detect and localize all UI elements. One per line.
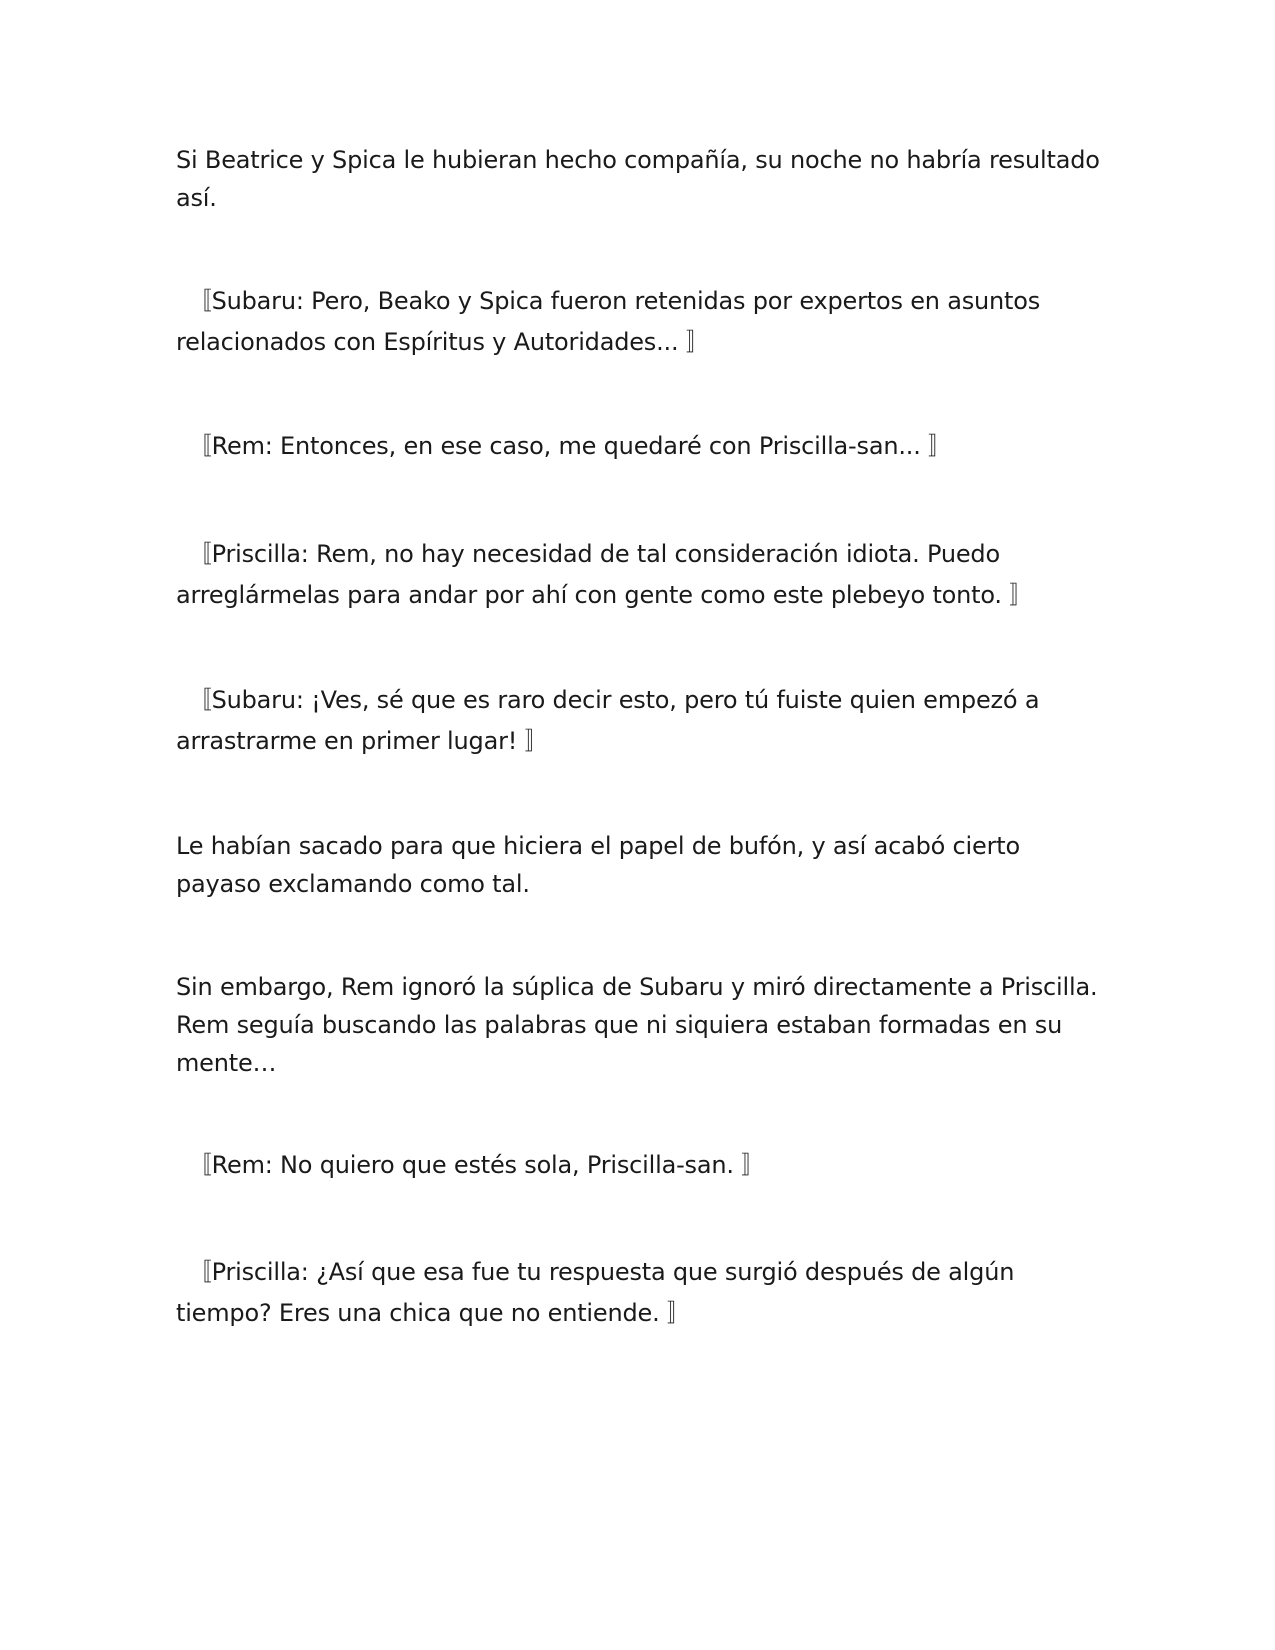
paragraph-dialog-rem-1: 〚Rem: Entonces, en ese caso, me quedaré con Priscilla-san... 〛 xyxy=(176,432,952,460)
paragraph-narration-2: Le habían sacado para que hiciera el papel de bufón, y así acabó cierto payaso exclamando como tal. xyxy=(176,832,1020,898)
paragraph-dialog-priscilla-1: 〚Priscilla: Rem, no hay necesidad de tal consideración idiota. Puedo arreglármelas para andar por ahí con gente como este plebeyo tonto. 〛 xyxy=(176,540,1034,609)
paragraph-narration-3: Sin embargo, Rem ignoró la súplica de Subaru y miró directamente a Priscilla. Rem seguía buscando las palabras que ni siquiera estaban formadas en su mente… xyxy=(176,973,1098,1077)
paragraph-narration-1: Si Beatrice y Spica le hubieran hecho compañía, su noche no habría resultado así. xyxy=(176,146,1100,212)
paragraph-dialog-subaru-1: 〚Subaru: Pero, Beako y Spica fueron retenidas por expertos en asuntos relacionados con Espíritus y Autoridades... 〛 xyxy=(176,287,1041,356)
paragraph-dialog-rem-2: 〚Rem: No quiero que estés sola, Priscilla-san. 〛 xyxy=(176,1151,766,1179)
paragraph-dialog-priscilla-2: 〚Priscilla: ¿Así que esa fue tu respuesta que surgió después de algún tiempo? Eres una chica que no entiende. 〛 xyxy=(176,1258,1015,1327)
paragraph-dialog-subaru-2: 〚Subaru: ¡Ves, sé que es raro decir esto, pero tú fuiste quien empezó a arrastrarme en primer lugar! 〛 xyxy=(176,686,1040,755)
